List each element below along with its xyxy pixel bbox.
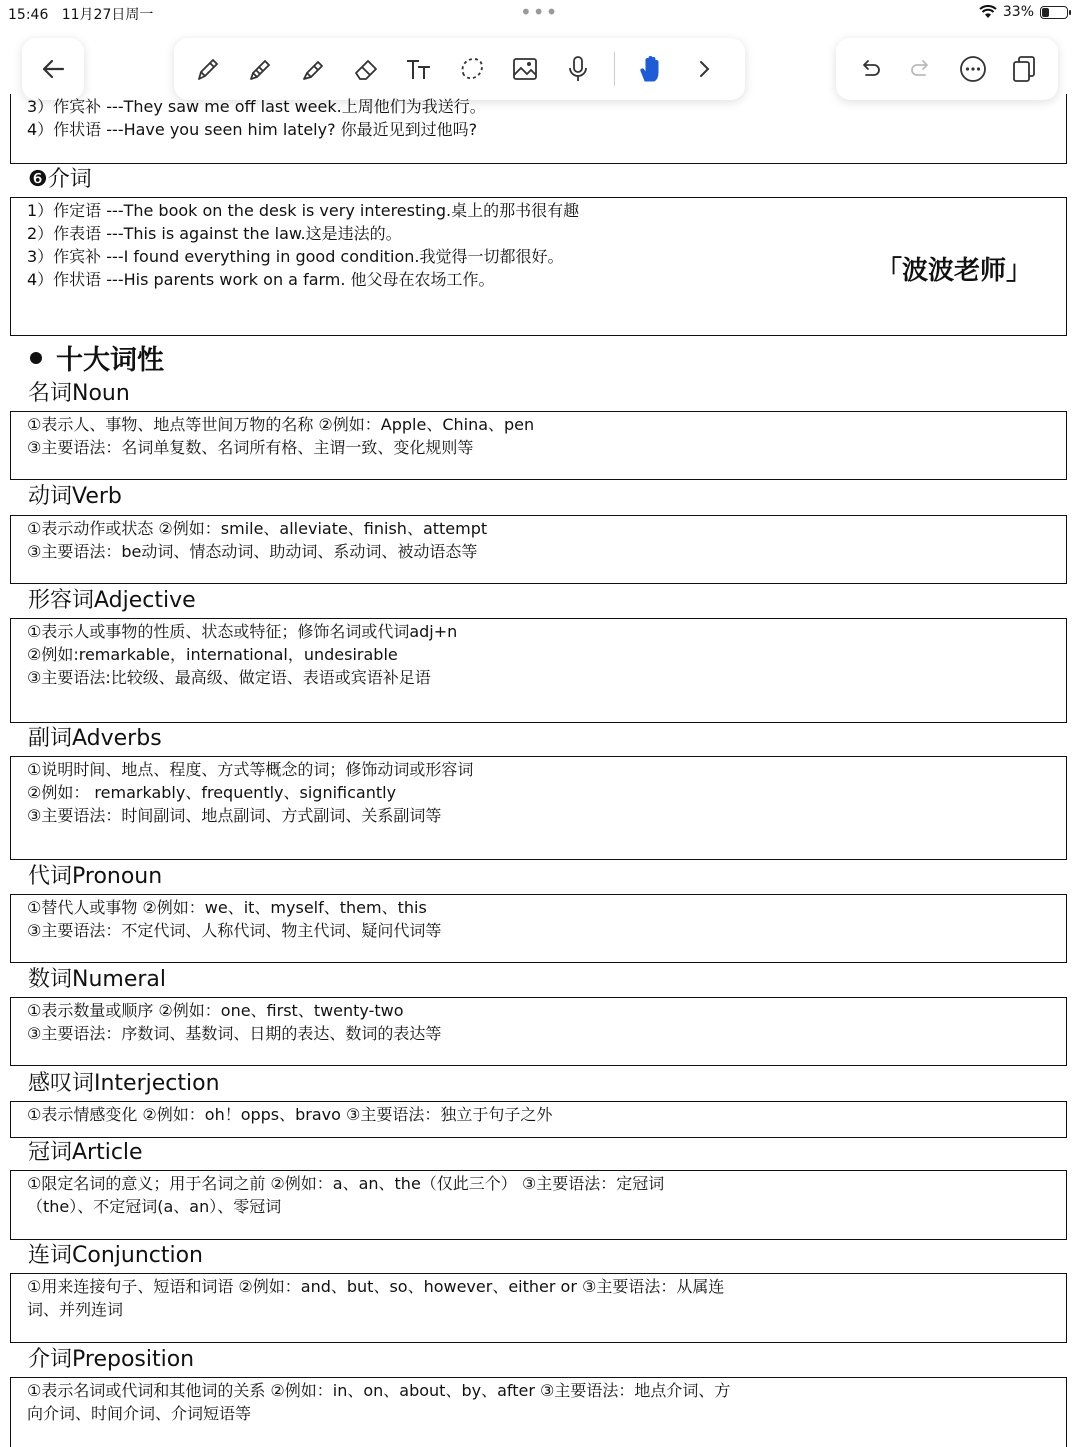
record-tool-button[interactable] [555, 46, 601, 92]
redo-icon [905, 53, 937, 85]
eraser-icon [350, 53, 382, 85]
pen-icon [191, 53, 223, 85]
section-line: （the）、不定冠词(a、an）、零冠词 [27, 1197, 282, 1216]
section-line: ③主要语法：名词单复数、名词所有格、主谓一致、变化规则等 [27, 438, 474, 457]
section-label: 名词Noun [28, 381, 130, 406]
undo-button[interactable] [847, 46, 893, 92]
status-time-date: 15:46 11月27日周一 [8, 7, 154, 23]
microphone-icon [562, 53, 594, 85]
section-title [30, 338, 164, 377]
status-right [979, 4, 1068, 20]
back-button[interactable] [30, 46, 76, 92]
section-line: ①替代人或事物 ②例如：we、it、myself、them、this [27, 898, 427, 917]
section-line: ③主要语法：序数词、基数词、日期的表达、数词的表达等 [27, 1024, 442, 1043]
image-tool-button[interactable] [502, 46, 548, 92]
text-icon [403, 53, 435, 85]
section-line: ②例如:remarkable，international，undesirable [27, 645, 398, 664]
battery-percent: 33% [1002, 4, 1034, 20]
lasso-tool-button[interactable] [449, 46, 495, 92]
pages-button[interactable] [1001, 46, 1047, 92]
section-title-text: 十大词性 [56, 345, 164, 376]
section-label: 连词Conjunction [28, 1243, 204, 1268]
prep-box-line: 4）作状语 ---His parents work on a farm. 他父母在农场工作。 [27, 270, 495, 289]
image-icon [509, 53, 541, 85]
more-icon [957, 53, 989, 85]
text-tool-button[interactable] [396, 46, 442, 92]
teacher-watermark: 「波波老师」 [876, 256, 1033, 286]
section-label: 感叹词Interjection [28, 1071, 220, 1096]
section-line: ①表示人、事物、地点等世间万物的名称 ②例如：Apple、China、pen [27, 415, 535, 434]
section-line: ①表示动作或状态 ②例如：smile、alleviate、finish、attempt [27, 519, 488, 538]
redo-button[interactable] [898, 46, 944, 92]
prep-box-line: 3）作宾补 ---I found everything in good condition.我觉得一切都很好。 [27, 247, 564, 266]
section-label: 副词Adverbs [28, 726, 162, 751]
section-box [10, 894, 1067, 963]
pages-icon [1008, 53, 1040, 85]
section-line: ①限定名词的意义；用于名词之前 ②例如：a、an、the（仅此三个） ③主要语法：定冠词 [27, 1174, 665, 1193]
actions-toolbar [836, 38, 1058, 100]
chevron-right-icon [688, 53, 720, 85]
section-box [10, 1170, 1067, 1240]
section-label: 代词Pronoun [28, 864, 163, 889]
section-box [10, 411, 1067, 480]
section-line: ③主要语法:比较级、最高级、做定语、表语或宾语补足语 [27, 668, 431, 687]
section-label: 介词Preposition [28, 1347, 195, 1372]
pencil-icon [244, 53, 276, 85]
section-box [10, 1273, 1067, 1343]
section-line: 向介词、时间介词、介词短语等 [27, 1404, 252, 1423]
section-label: 冠词Article [28, 1140, 143, 1165]
pencil-tool-button[interactable] [237, 46, 283, 92]
section-line: ①说明时间、地点、程度、方式等概念的词；修饰动词或形容词 [27, 760, 474, 779]
undo-icon [854, 53, 886, 85]
back-arrow-icon [37, 53, 69, 85]
section-line: 词、并列连词 [27, 1300, 124, 1319]
tools-toolbar [174, 38, 745, 100]
top-box-line: 3）作宾补 ---They saw me off last week.上周他们为我送行。 [27, 97, 486, 116]
section-box [10, 515, 1067, 584]
lasso-icon [456, 53, 488, 85]
marker-icon [297, 53, 329, 85]
section-line: ③主要语法：时间副词、地点副词、方式副词、关系副词等 [27, 806, 442, 825]
section-box [10, 756, 1067, 860]
pen-tool-button[interactable] [184, 46, 230, 92]
more-tools-button[interactable] [681, 46, 727, 92]
section-label: 形容词Adjective [28, 588, 196, 613]
section-line: ①表示人或事物的性质、状态或特征；修饰名词或代词adj+n [27, 622, 458, 641]
section-line: ①表示名词或代词和其他词的关系 ②例如：in、on、about、by、after ③主要语法：地点介词、方 [27, 1381, 731, 1400]
multitask-dots[interactable]: ••• [520, 0, 559, 24]
section-line: ③主要语法：be动词、情态动词、助动词、系动词、被动语态等 [27, 542, 478, 561]
status-bar [0, 0, 1080, 28]
more-options-button[interactable] [950, 46, 996, 92]
section-box [10, 1377, 1067, 1447]
section-box [10, 618, 1067, 723]
highlighter-tool-button[interactable] [290, 46, 336, 92]
battery-fill [1042, 8, 1049, 17]
prep-box-line: 2）作表语 ---This is against the law.这是违法的。 [27, 224, 402, 243]
section-box [10, 1101, 1067, 1138]
section-line: ①用来连接句子、短语和词语 ②例如：and、but、so、however、either or ③主要语法：从属连 [27, 1277, 725, 1296]
top-box-line: 4）作状语 ---Have you seen him lately? 你最近见到过他吗? [27, 120, 478, 139]
bullet-icon [30, 352, 42, 364]
touch-mode-button[interactable] [628, 46, 674, 92]
section-label: 动词Verb [28, 484, 122, 509]
prep-box-line: 1）作定语 ---The book on the desk is very interesting.桌上的那书很有趣 [27, 201, 580, 220]
top-box [10, 94, 1067, 164]
section-line: ③主要语法：不定代词、人称代词、物主代词、疑问代词等 [27, 921, 442, 940]
section-line: ①表示情感变化 ②例如：oh！opps、bravo ③主要语法：独立于句子之外 [27, 1105, 553, 1124]
wifi-icon [979, 5, 997, 19]
back-pill [22, 38, 84, 100]
section-line: ①表示数量或顺序 ②例如：one、first、twenty-two [27, 1001, 404, 1020]
eraser-tool-button[interactable] [343, 46, 389, 92]
section-line: ②例如： remarkably、frequently、significantly [27, 783, 397, 802]
hand-icon [635, 53, 667, 85]
section-box [10, 997, 1067, 1066]
prep-heading: ❻介词 [28, 167, 92, 192]
section-label: 数词Numeral [28, 967, 167, 992]
toolbar-divider [614, 52, 615, 86]
battery-icon [1040, 6, 1068, 19]
